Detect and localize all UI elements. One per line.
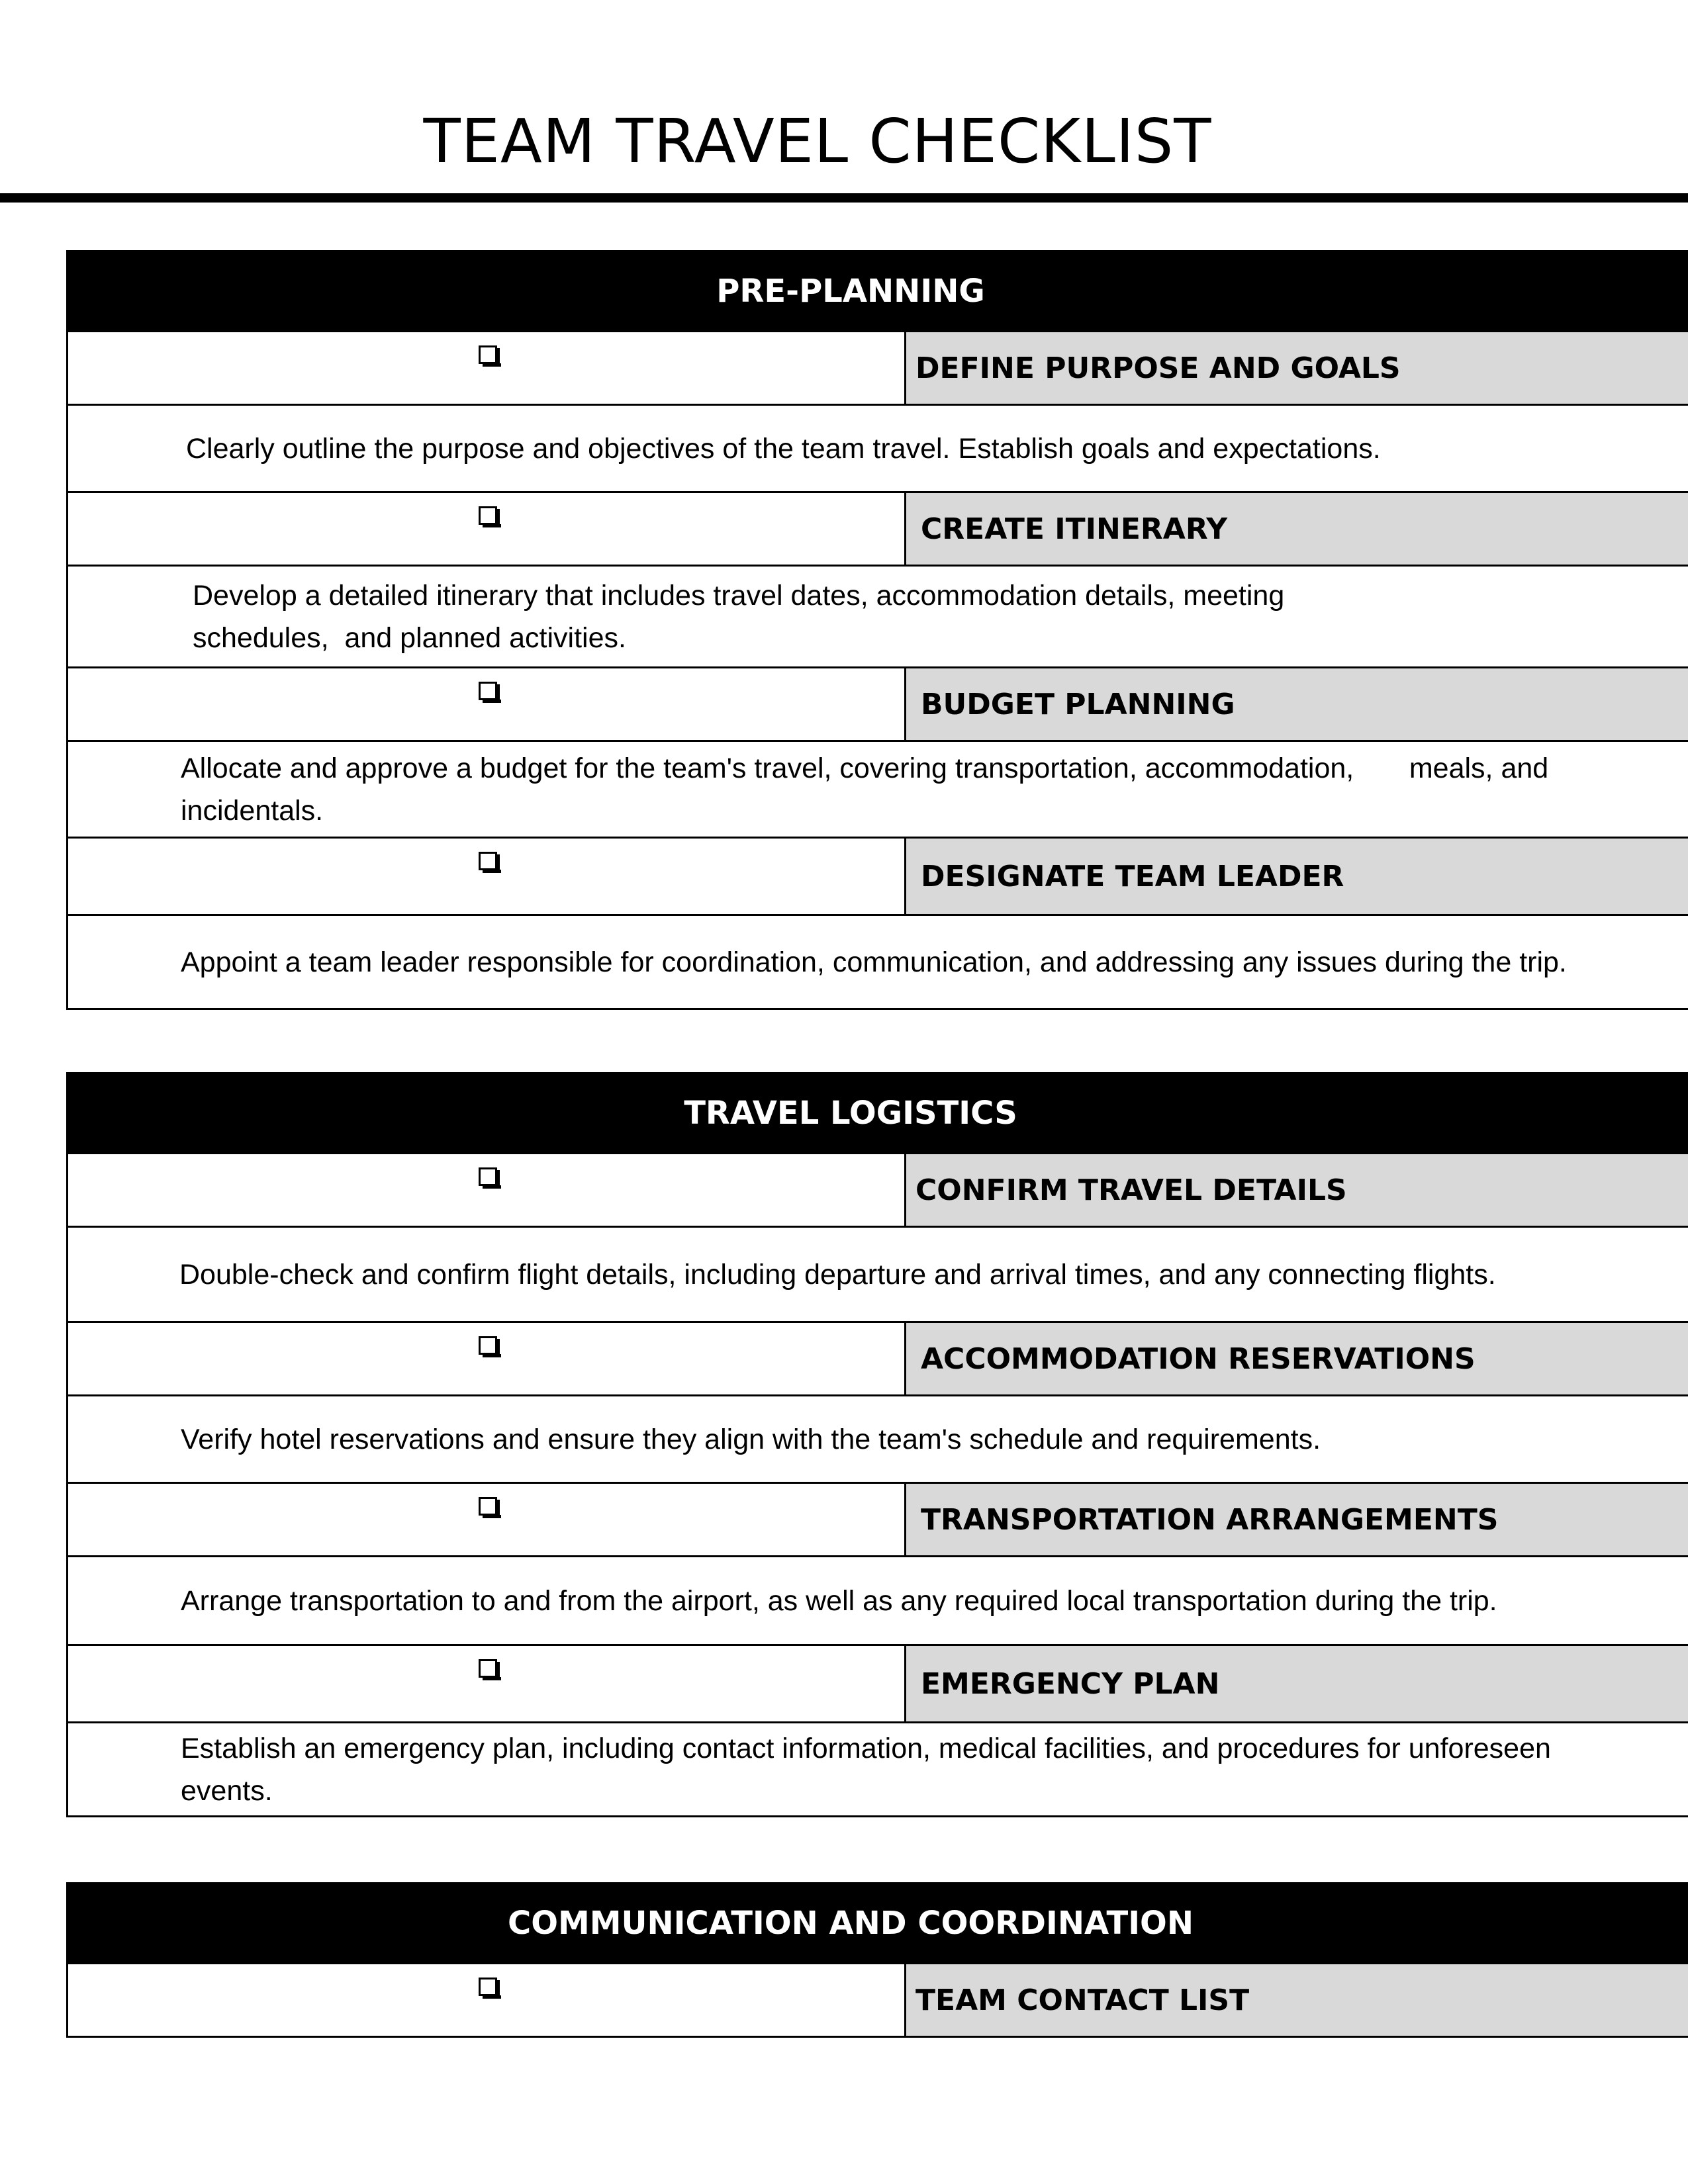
item-label: CONFIRM TRAVEL DETAILS xyxy=(906,1154,1688,1226)
item-description: Establish an emergency plan, including contact information, medical facilities, and procedures for unforeseen events. xyxy=(68,1723,1688,1817)
item-description: Verify hotel reservations and ensure they align with the team's schedule and requirements. xyxy=(68,1396,1688,1484)
checklist-item-row xyxy=(68,1484,1688,1557)
section-header: PRE-PLANNING xyxy=(66,250,1688,332)
checkbox[interactable] xyxy=(479,345,497,364)
item-description: Clearly outline the purpose and objectives of the team travel. Establish goals and expectations. xyxy=(68,406,1688,493)
item-label: CREATE ITINERARY xyxy=(906,493,1688,565)
checkbox[interactable] xyxy=(479,852,497,870)
section-header: TRAVEL LOGISTICS xyxy=(66,1072,1688,1154)
item-description: Allocate and approve a budget for the team's travel, covering transportation, accommodation, meals, and incidentals. xyxy=(68,742,1688,839)
checklist-item-row xyxy=(68,332,1688,406)
item-label: EMERGENCY PLAN xyxy=(906,1646,1688,1721)
section-communication xyxy=(66,1882,1688,2038)
item-description: Appoint a team leader responsible for coordination, communication, and addressing any issues during the trip. xyxy=(68,916,1688,1010)
title-divider xyxy=(0,193,1688,203)
checkbox[interactable] xyxy=(479,1978,497,1996)
item-label: TRANSPORTATION ARRANGEMENTS xyxy=(906,1484,1688,1555)
item-description: Double-check and confirm flight details, including departure and arrival times, and any connecting flights. xyxy=(68,1228,1688,1323)
checkbox[interactable] xyxy=(479,1336,497,1355)
section-travel-logistics xyxy=(66,1072,1688,1817)
checkbox[interactable] xyxy=(479,1497,497,1516)
checklist-item-row xyxy=(68,1964,1688,2038)
section-header: COMMUNICATION AND COORDINATION xyxy=(66,1882,1688,1964)
checkbox[interactable] xyxy=(479,1659,497,1678)
checklist-item-row xyxy=(68,1646,1688,1723)
checkbox[interactable] xyxy=(479,1167,497,1186)
section-pre-planning xyxy=(66,250,1688,1010)
item-label: DEFINE PURPOSE AND GOALS xyxy=(906,332,1688,404)
checklist-item-row xyxy=(68,493,1688,567)
checklist-item-row xyxy=(68,839,1688,916)
checklist-table xyxy=(66,332,1688,1010)
page-title: TEAM TRAVEL CHECKLIST xyxy=(423,106,1212,177)
checkbox[interactable] xyxy=(479,506,497,525)
item-label: DESIGNATE TEAM LEADER xyxy=(906,839,1688,914)
item-label: ACCOMMODATION RESERVATIONS xyxy=(906,1323,1688,1394)
item-description: Develop a detailed itinerary that includes travel dates, accommodation details, meeting schedules, and planned activities. xyxy=(68,567,1688,668)
checklist-item-row xyxy=(68,668,1688,742)
checkbox[interactable] xyxy=(479,682,497,700)
checklist-item-row xyxy=(68,1154,1688,1228)
checklist-table xyxy=(66,1964,1688,2038)
item-label: TEAM CONTACT LIST xyxy=(906,1964,1688,2036)
checklist-item-row xyxy=(68,1323,1688,1396)
item-label: BUDGET PLANNING xyxy=(906,668,1688,740)
item-description: Arrange transportation to and from the airport, as well as any required local transportation during the trip. xyxy=(68,1557,1688,1646)
checklist-table xyxy=(66,1154,1688,1817)
